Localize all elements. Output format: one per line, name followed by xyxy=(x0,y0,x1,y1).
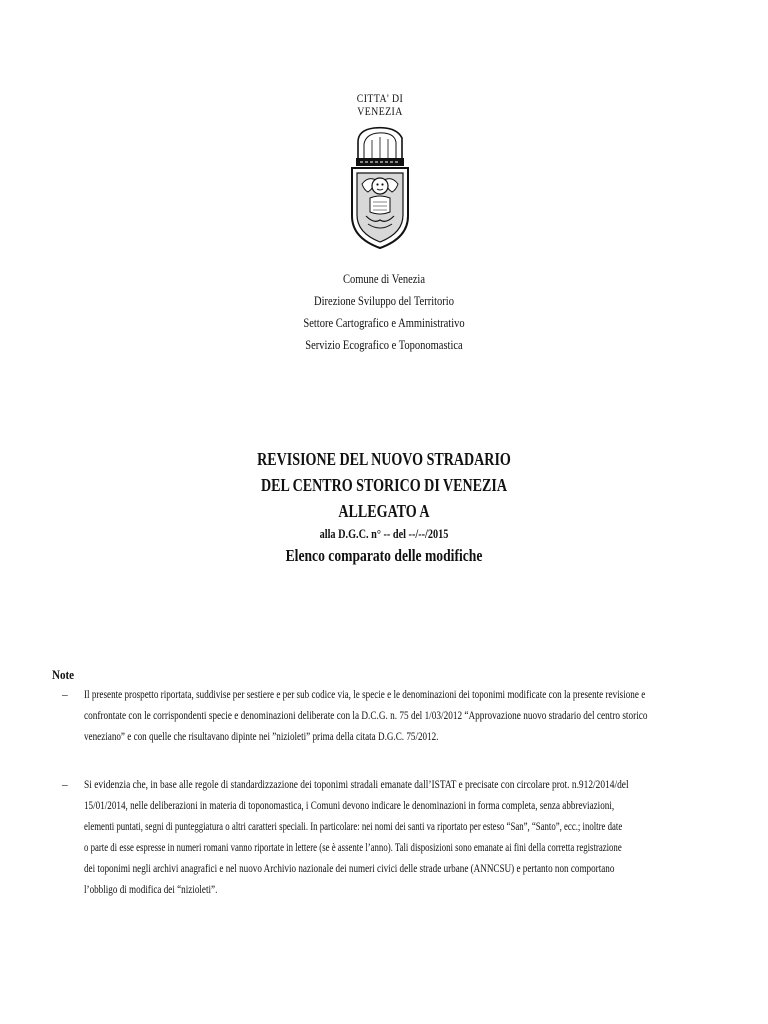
title-line-4: alla D.G.C. n° -- del --/--/2015 xyxy=(319,527,449,541)
note-line: dei toponimi negli archivi anagrafici e nel nuovo Archivio nazionale dei numeri civici delle strade urbane (ANNCSU) e pertanto non comportano xyxy=(84,863,615,875)
city-logo-line1: CITTA' DI xyxy=(356,91,404,105)
title-line-3: ALLEGATO A xyxy=(338,501,430,521)
note-line: Il presente prospetto riportata, suddivise per sestiere e per sub codice via, le specie e le denominazioni dei toponimi modificate con la presente revisione e xyxy=(84,689,646,701)
note-line: confrontate con le corrispondenti specie e denominazioni deliberate con la D.C.G. n. 75 del 1/03/2012 “Approvazione nuovo stradario del centro storico xyxy=(84,710,648,722)
title-line-5: Elenco comparato delle modifiche xyxy=(285,546,483,565)
city-logo-line2: VENEZIA xyxy=(357,104,403,118)
note-line: o parte di esse espresse in numeri romani vanno riportate in lettere (se è assente l’anno). Tali disposizioni sono emanate ai fini della corretta registrazione xyxy=(84,842,622,854)
bullet-dash: – xyxy=(62,779,68,791)
office-header xyxy=(200,268,568,356)
title-line-2: DEL CENTRO STORICO DI VENEZIA xyxy=(260,475,508,495)
notes-heading: Note xyxy=(52,667,75,682)
note-line: veneziano” e con quelle che risultavano dipinte nei ”nizioleti” prima della citata D.G.C. 75/2012. xyxy=(84,731,439,743)
venice-lion-crest-icon xyxy=(344,120,416,250)
office-line-settore: Settore Cartografico e Amministrativo xyxy=(303,316,465,330)
note-line: l’obbligo di modifica dei “nizioleti”. xyxy=(84,884,218,896)
bullet-dash: – xyxy=(62,689,68,701)
office-line-direzione: Direzione Sviluppo del Territorio xyxy=(314,294,454,308)
note-line: 15/01/2014, nelle deliberazioni in materia di toponomastica, i Comuni devono indicare le denominazioni in forma completa, senza abbreviazioni, xyxy=(84,800,615,812)
title-line-1: REVISIONE DEL NUOVO STRADARIO xyxy=(257,449,511,469)
city-logo xyxy=(330,92,430,250)
note-line: elementi puntati, segni di punteggiatura o altri caratteri speciali. In particolare: nei nomi dei santi va riportato per esteso “San”, “Santo”, ecc.; inoltre date xyxy=(84,821,623,833)
note-line: Si evidenzia che, in base alle regole di standardizzazione dei toponimi stradali emanate dall’ISTAT e precisate con circolare prot. n.912/2014/del xyxy=(84,779,629,791)
note-item-1 xyxy=(62,685,708,748)
document-title xyxy=(160,446,608,568)
note-item-2 xyxy=(62,775,708,901)
office-line-servizio: Servizio Ecografico e Toponomastica xyxy=(305,338,463,352)
office-line-comune: Comune di Venezia xyxy=(342,272,426,286)
